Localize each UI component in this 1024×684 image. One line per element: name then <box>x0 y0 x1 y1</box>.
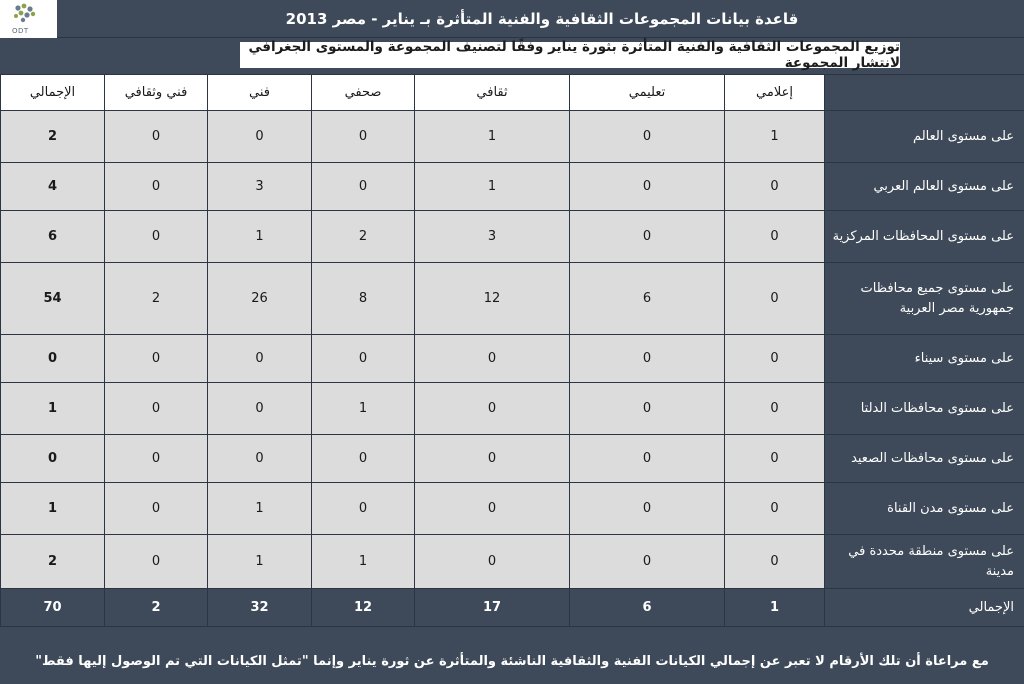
data-table-container <box>0 74 1024 627</box>
table-cell: 0 <box>208 383 312 435</box>
table-cell: 1 <box>312 535 415 589</box>
logo-text: ODT <box>12 27 29 35</box>
row-label: على مستوى منطقة محددة في مدينة <box>825 535 1024 589</box>
table-cell: 54 <box>1 263 105 335</box>
column-header: فني <box>208 75 312 111</box>
column-header: فني وثقافي <box>105 75 208 111</box>
total-cell: 32 <box>208 589 312 627</box>
table-cell: 0 <box>1 335 105 383</box>
table-cell: 0 <box>415 435 570 483</box>
table-cell: 0 <box>570 435 725 483</box>
table-cell: 2 <box>1 535 105 589</box>
data-table <box>0 74 1024 627</box>
table-cell: 0 <box>208 435 312 483</box>
table-cell: 26 <box>208 263 312 335</box>
table-cell: 0 <box>105 483 208 535</box>
table-cell: 12 <box>415 263 570 335</box>
table-cell: 0 <box>725 163 825 211</box>
table-header-row <box>1 75 1024 111</box>
table-cell: 0 <box>725 383 825 435</box>
column-header: صحفي <box>312 75 415 111</box>
table-cell: 4 <box>1 163 105 211</box>
table-cell: 8 <box>312 263 415 335</box>
table-row <box>1 483 1024 535</box>
total-row <box>1 589 1024 627</box>
table-row <box>1 211 1024 263</box>
table-subtitle: توزيع المجموعات الثقافية والفنية المتأثرة بثورة يناير وفقًا لتصنيف المجموعة والمستوى الجغرافي لانتشار المجموعة <box>240 42 900 68</box>
table-cell: 0 <box>570 483 725 535</box>
table-row <box>1 435 1024 483</box>
table-cell: 0 <box>105 535 208 589</box>
table-cell: 0 <box>105 435 208 483</box>
table-row <box>1 383 1024 435</box>
row-label: على مستوى العالم العربي <box>825 163 1024 211</box>
table-cell: 0 <box>415 383 570 435</box>
table-row <box>1 163 1024 211</box>
table-row <box>1 335 1024 383</box>
table-cell: 0 <box>1 435 105 483</box>
total-cell: 2 <box>105 589 208 627</box>
header-bar <box>0 0 1024 38</box>
table-cell: 0 <box>725 483 825 535</box>
table-cell: 2 <box>1 111 105 163</box>
table-cell: 0 <box>570 335 725 383</box>
total-cell: 17 <box>415 589 570 627</box>
page-title: قاعدة بيانات المجموعات الثقافية والفنية المتأثرة بـ يناير - مصر 2013 <box>285 10 799 28</box>
logo-dots-icon <box>10 2 44 26</box>
row-label: على مستوى محافظات الدلتا <box>825 383 1024 435</box>
total-cell: 70 <box>1 589 105 627</box>
table-cell: 2 <box>312 211 415 263</box>
total-cell: 12 <box>312 589 415 627</box>
total-label: الإجمالي <box>825 589 1024 627</box>
table-cell: 0 <box>312 163 415 211</box>
table-cell: 1 <box>725 111 825 163</box>
table-cell: 1 <box>415 111 570 163</box>
table-cell: 0 <box>105 211 208 263</box>
table-cell: 1 <box>1 383 105 435</box>
table-cell: 0 <box>570 211 725 263</box>
table-cell: 0 <box>570 111 725 163</box>
table-cell: 0 <box>570 535 725 589</box>
table-cell: 0 <box>725 335 825 383</box>
column-header: إعلامي <box>725 75 825 111</box>
table-cell: 1 <box>208 211 312 263</box>
row-label: على مستوى محافظات الصعيد <box>825 435 1024 483</box>
column-header: الإجمالي <box>1 75 105 111</box>
table-cell: 0 <box>415 535 570 589</box>
table-cell: 0 <box>105 111 208 163</box>
table-cell: 0 <box>570 383 725 435</box>
table-cell: 1 <box>208 535 312 589</box>
table-cell: 0 <box>570 163 725 211</box>
table-body <box>1 111 1024 627</box>
table-cell: 0 <box>312 435 415 483</box>
table-cell: 0 <box>725 435 825 483</box>
total-cell: 6 <box>570 589 725 627</box>
table-cell: 0 <box>312 483 415 535</box>
table-cell: 1 <box>208 483 312 535</box>
table-cell: 6 <box>1 211 105 263</box>
table-cell: 0 <box>208 111 312 163</box>
table-cell: 0 <box>105 383 208 435</box>
table-row <box>1 111 1024 163</box>
table-cell: 0 <box>208 335 312 383</box>
table-cell: 0 <box>312 335 415 383</box>
column-header: ثقافي <box>415 75 570 111</box>
row-label: على مستوى جميع محافظات جمهورية مصر العربية <box>825 263 1024 335</box>
column-header-blank <box>825 75 1024 111</box>
table-cell: 0 <box>415 483 570 535</box>
table-cell: 1 <box>312 383 415 435</box>
table-cell: 0 <box>725 535 825 589</box>
row-label: على مستوى العالم <box>825 111 1024 163</box>
row-label: على مستوى مدن القناة <box>825 483 1024 535</box>
table-cell: 3 <box>208 163 312 211</box>
total-cell: 1 <box>725 589 825 627</box>
table-cell: 0 <box>725 211 825 263</box>
table-cell: 3 <box>415 211 570 263</box>
table-row <box>1 535 1024 589</box>
table-cell: 0 <box>312 111 415 163</box>
footer-note: مع مراعاة أن تلك الأرقام لا تعبر عن إجمالي الكيانات الفنية والثقافية الناشئة والمتأثرة عن ثورة يناير وإنما "تمثل الكيانات التي تم الوصول إليها فقط" <box>35 653 989 669</box>
table-cell: 0 <box>415 335 570 383</box>
row-label: على مستوى سيناء <box>825 335 1024 383</box>
table-cell: 0 <box>105 163 208 211</box>
table-cell: 0 <box>725 263 825 335</box>
column-header: تعليمي <box>570 75 725 111</box>
table-cell: 6 <box>570 263 725 335</box>
table-cell: 2 <box>105 263 208 335</box>
table-cell: 1 <box>1 483 105 535</box>
logo <box>0 0 57 38</box>
row-label: على مستوى المحافظات المركزية <box>825 211 1024 263</box>
table-cell: 1 <box>415 163 570 211</box>
table-cell: 0 <box>105 335 208 383</box>
table-row <box>1 263 1024 335</box>
